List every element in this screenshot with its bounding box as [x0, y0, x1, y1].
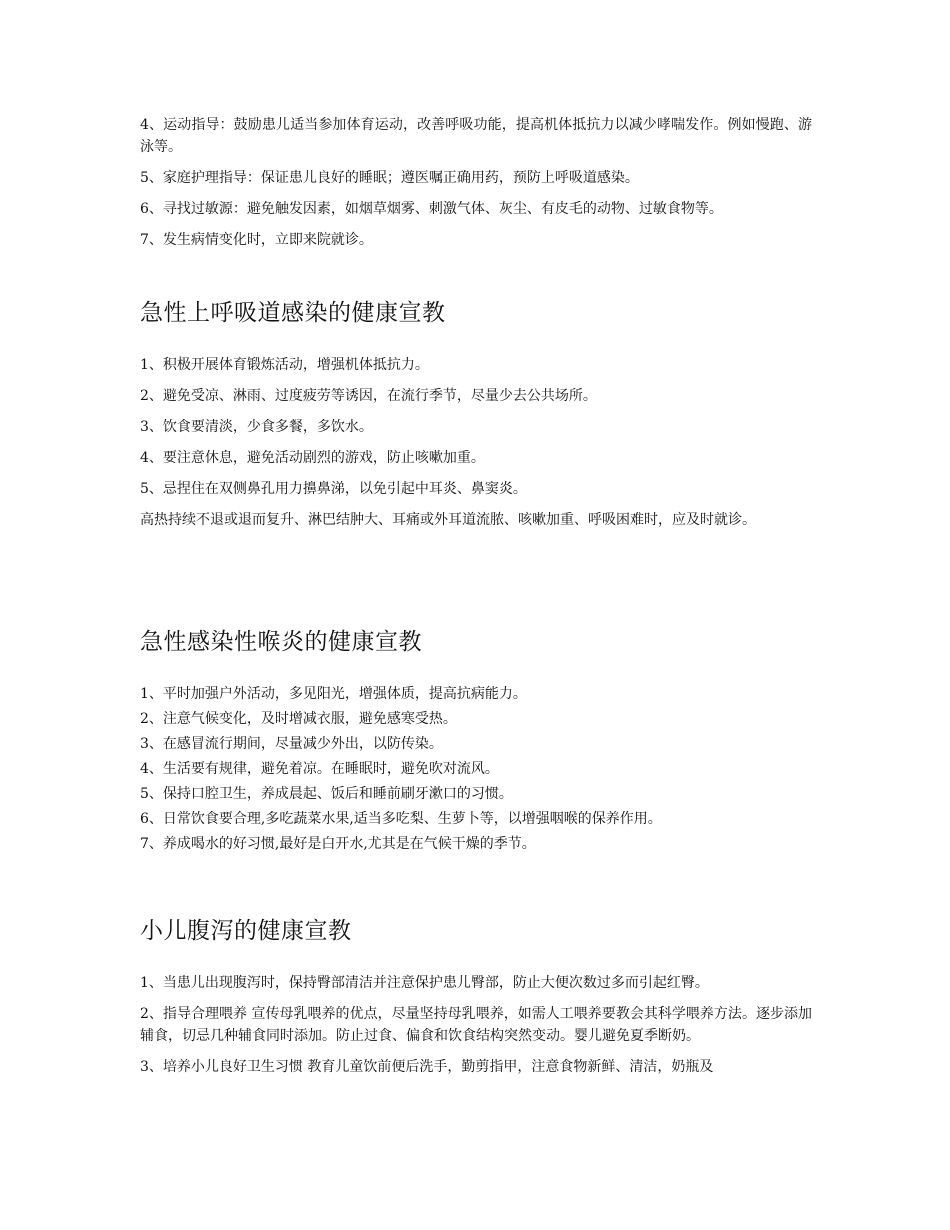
list-item: 7、发生病情变化时，立即来院就诊。	[140, 232, 373, 248]
list-item: 7、养成喝水的好习惯,最好是白开水,尤其是在气候干燥的季节。	[140, 836, 536, 852]
list-item: 3、在感冒流行期间，尽量减少外出，以防传染。	[140, 736, 443, 752]
list-item: 3、培养小儿良好卫生习惯 教育儿童饮前便后洗手，勤剪指甲，注意食物新鲜、清洁，奶瓶及	[140, 1059, 714, 1075]
list-item: 高热持续不退或退而复升、淋巴结肿大、耳痛或外耳道流脓、咳嗽加重、呼吸困难时，应及时就诊。	[140, 512, 756, 528]
list-item: 5、保持口腔卫生，养成晨起、饭后和睡前刷牙漱口的习惯。	[140, 786, 513, 802]
intro-list	[140, 114, 812, 260]
list-item: 5、忌捏住在双侧鼻孔用力擤鼻涕，以免引起中耳炎、鼻窦炎。	[140, 481, 527, 497]
section-diarrhea-list	[140, 972, 812, 1087]
list-item: 2、注意气候变化，及时增减衣服，避免感寒受热。	[140, 711, 457, 727]
list-item: 4、生活要有规律，避免着凉。在睡眠时，避免吹对流风。	[140, 761, 499, 777]
section-heading: 小儿腹泻的健康宣教	[140, 918, 352, 944]
list-item: 4、要注意休息，避免活动剧烈的游戏，防止咳嗽加重。	[140, 450, 485, 466]
list-item: 1、当患儿出现腹泻时，保持臀部清洁并注意保护患儿臀部，防止大便次数过多而引起红臀。	[140, 975, 709, 991]
section-heading: 急性感染性喉炎的健康宣教	[140, 629, 422, 655]
section-laryngitis-heading-wrap	[140, 627, 812, 657]
section-uri-heading-wrap	[140, 298, 812, 328]
list-item: 4、运动指导：鼓励患儿适当参加体育运动，改善呼吸功能，提高机体抵抗力以减少哮喘发作。例如慢跑、游泳等。	[140, 117, 812, 155]
list-item: 2、避免受凉、淋雨、过度疲劳等诱因，在流行季节，尽量少去公共场所。	[140, 388, 597, 404]
section-uri-list	[140, 354, 812, 540]
list-item: 3、饮食要清淡，少食多餐，多饮水。	[140, 419, 373, 435]
list-item: 1、平时加强户外活动，多见阳光，增强体质，提高抗病能力。	[140, 686, 527, 702]
list-item: 6、寻找过敏源：避免触发因素，如烟草烟雾、刺激气体、灰尘、有皮毛的动物、过敏食物等。	[140, 201, 723, 217]
section-heading: 急性上呼吸道感染的健康宣教	[140, 300, 446, 326]
list-item: 2、指导合理喂养 宣传母乳喂养的优点，尽量坚持母乳喂养，如需人工喂养要教会其科学喂养方法。逐步添加辅食，切忌几种辅食同时添加。防止过食、偏食和饮食结构突然变动。婴儿避免夏季断奶。	[140, 1006, 812, 1044]
list-item: 1、积极开展体育锻炼活动，增强机体抵抗力。	[140, 357, 429, 373]
section-laryngitis-list	[140, 683, 812, 858]
list-item: 6、日常饮食要合理,多吃蔬菜水果,适当多吃梨、生萝卜等，以增强咽喉的保养作用。	[140, 811, 662, 827]
list-item: 5、家庭护理指导：保证患儿良好的睡眠；遵医嘱正确用药，预防上呼吸道感染。	[140, 170, 639, 186]
section-diarrhea-heading-wrap	[140, 916, 812, 946]
